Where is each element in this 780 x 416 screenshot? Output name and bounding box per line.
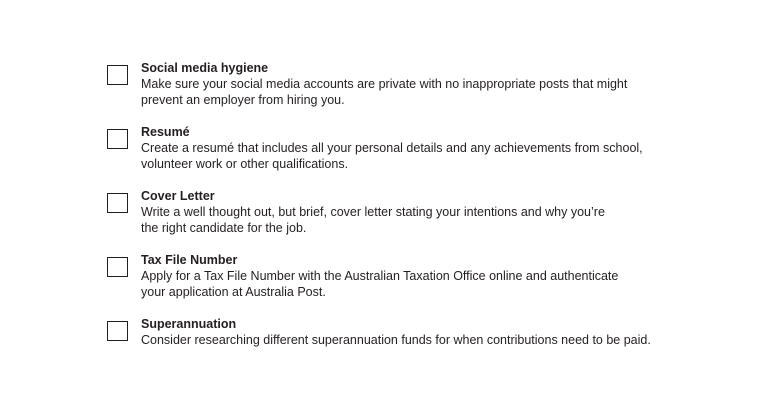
item-description: Make sure your social media accounts are private with no inappropriate posts that might prevent an employer from hiring you. xyxy=(141,77,628,107)
checkbox-tax-file-number[interactable] xyxy=(107,257,128,277)
item-description: Consider researching different superannuation funds for when contributions need to be paid. xyxy=(141,333,651,347)
item-description: Create a resumé that includes all your personal details and any achievements from school, volunteer work or other qualifications. xyxy=(141,141,643,171)
item-description: Write a well thought out, but brief, cover letter stating your intentions and why you’re the right candidate for the job. xyxy=(141,205,605,235)
item-description: Apply for a Tax File Number with the Australian Taxation Office online and authenticate your application at Australia Post. xyxy=(141,269,619,299)
item-text xyxy=(141,252,741,300)
checklist-item-superannuation xyxy=(107,316,747,380)
item-title: Social media hygiene xyxy=(141,61,269,75)
checklist-item-cover-letter xyxy=(107,188,747,252)
item-title: Resumé xyxy=(141,125,190,139)
item-title: Superannuation xyxy=(141,317,237,331)
checklist xyxy=(107,60,747,380)
checklist-item-resume xyxy=(107,124,747,188)
checkbox-cover-letter[interactable] xyxy=(107,193,128,213)
item-text xyxy=(141,316,741,348)
checklist-item-social-media xyxy=(107,60,747,124)
checkbox-resume[interactable] xyxy=(107,129,128,149)
item-text xyxy=(141,124,741,172)
item-title: Cover Letter xyxy=(141,189,215,203)
item-title: Tax File Number xyxy=(141,253,238,267)
checklist-item-tax-file-number xyxy=(107,252,747,316)
checkbox-superannuation[interactable] xyxy=(107,321,128,341)
checkbox-social-media[interactable] xyxy=(107,65,128,85)
item-text xyxy=(141,60,741,108)
item-text xyxy=(141,188,741,236)
